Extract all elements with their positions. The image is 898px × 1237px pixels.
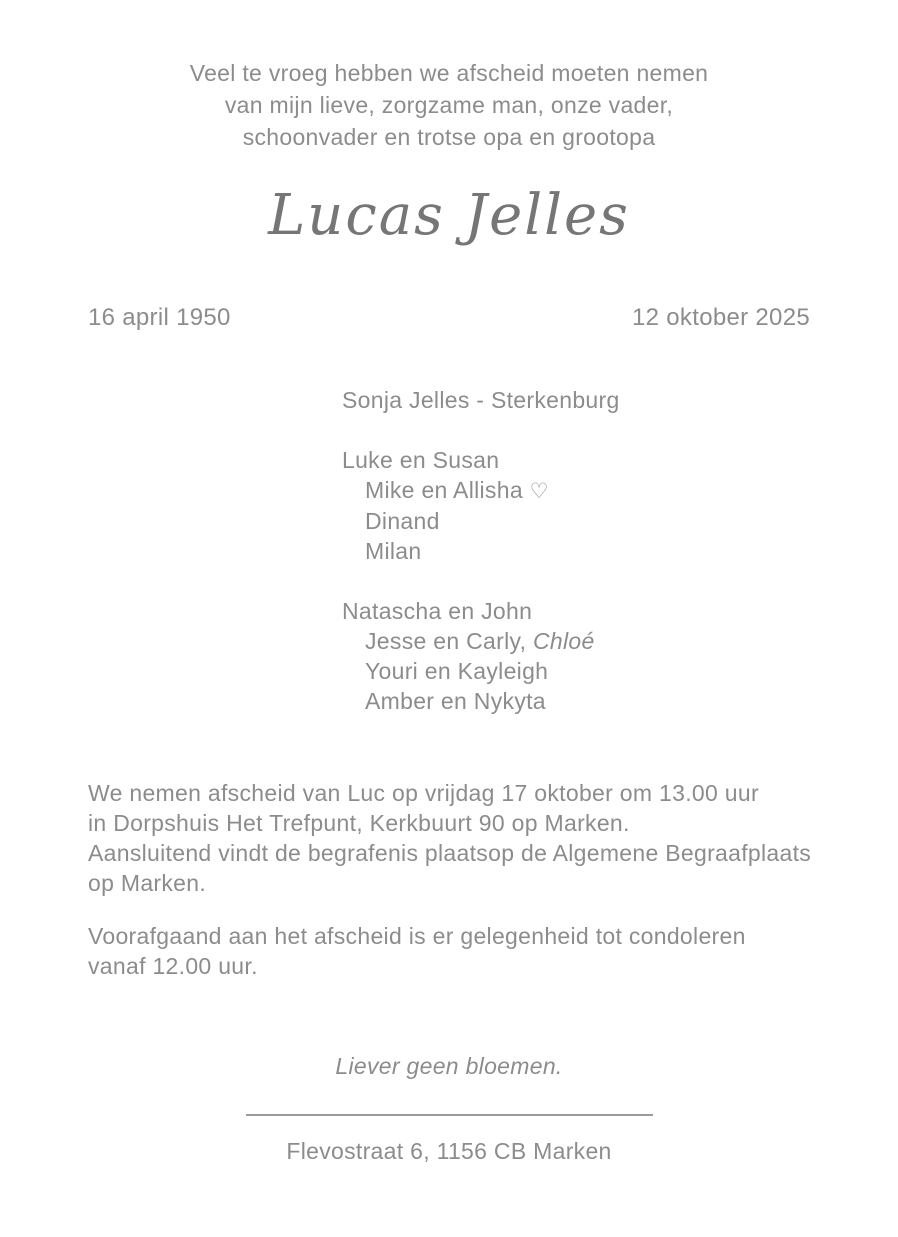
intro-line: schoonvader en trotse opa en grootopa [242, 124, 656, 150]
ceremony-line: op Marken. [88, 870, 207, 896]
family-child [342, 475, 898, 506]
family-group [342, 445, 898, 566]
family-child: Dinand [365, 508, 440, 534]
spouse-name: Sonja Jelles - Sterkenburg [342, 387, 620, 413]
address-line: Flevostraat 6, 1156 CB Marken [286, 1138, 612, 1164]
ceremony-line: Aansluitend vindt de begrafenis plaatsop de Algemene Begraafplaats [88, 840, 812, 866]
family-child [342, 626, 898, 656]
ceremony-paragraph [88, 778, 828, 898]
family-child: Amber en Nykyta [365, 688, 546, 714]
death-date: 12 oktober 2025 [632, 304, 810, 331]
family-group [342, 596, 898, 716]
family-child-name: Mike en Allisha [365, 477, 523, 503]
family-child-name: Jesse en Carly, [365, 628, 527, 654]
condolence-paragraph [88, 921, 828, 981]
ceremony-line: in Dorpshuis Het Trefpunt, Kerkbuurt 90 op Marken. [88, 810, 630, 836]
life-dates [88, 303, 810, 333]
birth-date: 16 april 1950 [88, 304, 231, 331]
family-parents: Luke en Susan [342, 447, 500, 473]
deceased-name: Lucas Jelles [268, 183, 630, 248]
family-parents: Natascha en John [342, 598, 533, 624]
condolence-line: vanaf 12.00 uur. [88, 953, 258, 979]
flowers-note: Liever geen bloemen. [335, 1053, 563, 1079]
intro-text [0, 0, 898, 153]
family-list [342, 385, 898, 716]
grandchild-name: Chloé [533, 628, 595, 654]
divider-line [246, 1114, 653, 1116]
heart-icon: ♡ [529, 479, 549, 503]
family-child: Milan [365, 538, 422, 564]
intro-line: Veel te vroeg hebben we afscheid moeten nemen [189, 60, 709, 86]
ceremony-line: We nemen afscheid van Luc op vrijdag 17 oktober om 13.00 uur [88, 780, 759, 806]
condolence-line: Voorafgaand aan het afscheid is er gelegenheid tot condoleren [88, 923, 746, 949]
intro-line: van mijn lieve, zorgzame man, onze vader, [224, 92, 674, 118]
family-child: Youri en Kayleigh [365, 658, 549, 684]
